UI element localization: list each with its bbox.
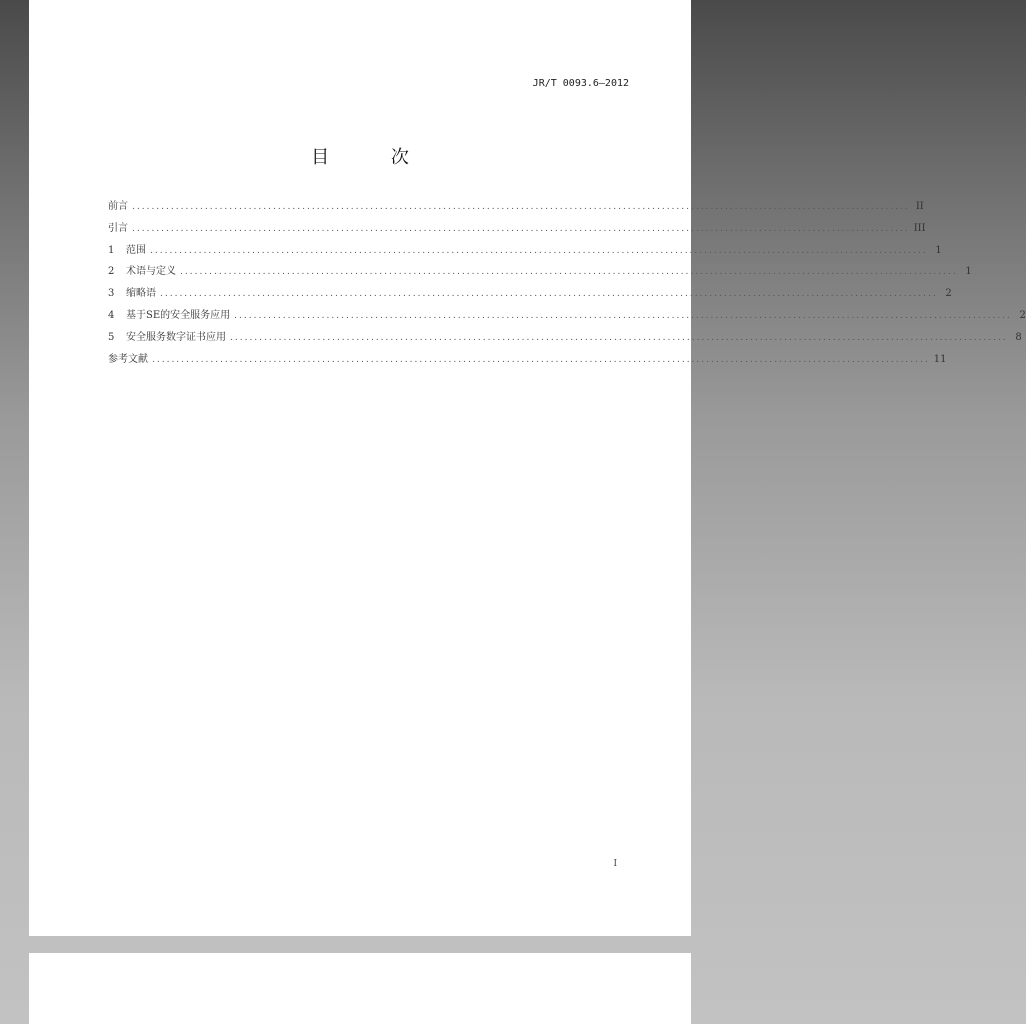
toc-entry-number: 3 xyxy=(108,288,115,300)
toc-entry-label: 参考文献 xyxy=(108,353,148,365)
toc-leader-dots: ................................................................................................................................................................ xyxy=(150,245,928,256)
document-page xyxy=(29,0,1026,936)
toc-entry-number: 2 xyxy=(108,266,115,278)
toc-entry-label: 术语与定义 xyxy=(126,266,176,278)
toc-entry-number: 4 xyxy=(108,309,115,321)
next-document-page xyxy=(29,953,691,1024)
toc-leader-dots: ................................................................................................................................................................ xyxy=(234,310,1012,321)
standard-code: JR/T 0093.6—2012 xyxy=(532,78,629,89)
toc-entry-label: 引言 xyxy=(108,222,128,234)
toc-entry[interactable] xyxy=(108,219,926,241)
toc-entry-label: 前言 xyxy=(108,201,128,212)
toc-entry[interactable] xyxy=(108,241,942,263)
toc-entry[interactable] xyxy=(108,262,972,284)
toc-entry[interactable] xyxy=(108,350,947,372)
toc-leader-dots: ................................................................................................................................................................ xyxy=(180,267,958,278)
toc-leader-dots: ................................................................................................................................................................ xyxy=(230,332,1008,343)
table-of-contents xyxy=(108,197,1026,371)
toc-leader-dots: ................................................................................................................................................................ xyxy=(152,354,930,365)
toc-entry-page: II xyxy=(915,201,924,212)
toc-entry-number: 1 xyxy=(108,244,115,256)
toc-entry-label: 基于SE的安全服务应用 xyxy=(126,309,231,321)
toc-entry-label: 范围 xyxy=(126,244,146,256)
toc-entry[interactable] xyxy=(108,306,1026,328)
toc-leader-dots: ................................................................................................................................................................ xyxy=(132,223,910,234)
page-number: I xyxy=(613,859,617,869)
toc-entry[interactable] xyxy=(108,328,1022,350)
toc-entry[interactable] xyxy=(108,197,924,219)
toc-entry-page: 2 xyxy=(1019,309,1026,321)
toc-entry-page: III xyxy=(913,222,926,234)
toc-entry-page: 2 xyxy=(945,288,952,300)
toc-entry-label: 安全服务数字证书应用 xyxy=(126,331,226,343)
toc-entry-page: 1 xyxy=(965,266,972,278)
toc-entry-page: 11 xyxy=(933,353,947,365)
toc-leader-dots: ................................................................................................................................................................ xyxy=(160,289,938,300)
toc-leader-dots: ................................................................................................................................................................ xyxy=(132,202,910,212)
toc-entry-page: 8 xyxy=(1015,331,1022,343)
toc-entry-label: 缩略语 xyxy=(126,288,156,300)
toc-entry-number: 5 xyxy=(108,331,115,343)
toc-entry-page: 1 xyxy=(935,244,942,256)
toc-title: 目 次 xyxy=(311,147,437,168)
toc-entry[interactable] xyxy=(108,284,952,306)
